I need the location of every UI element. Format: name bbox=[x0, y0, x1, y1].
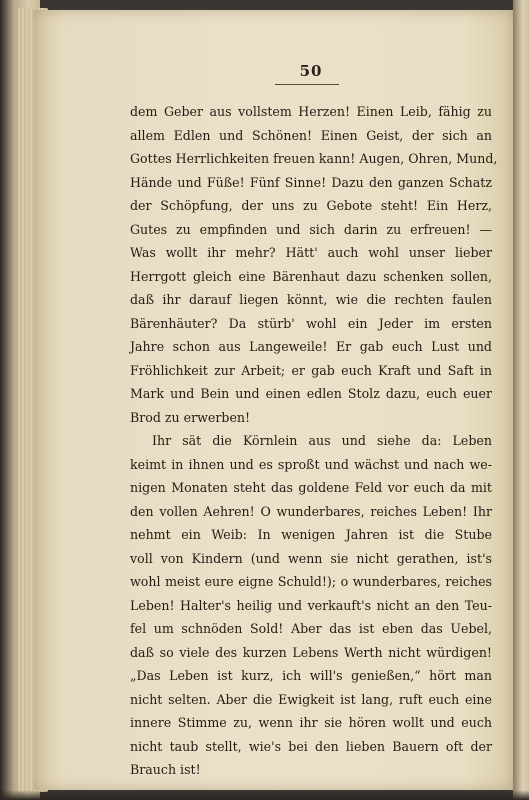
text-line: Jahre schon aus Langeweile! Er gab euch Lust und bbox=[130, 339, 492, 354]
bottom-shadow bbox=[0, 790, 529, 800]
text-line: voll von Kindern (und wenn sie nicht gerathen, ist's bbox=[130, 550, 492, 566]
text-line: Herrgott gleich eine Bärenhaut dazu schenken sollen, bbox=[130, 268, 492, 284]
text-line: Ihr sät die Körnlein aus und siehe da: Leben bbox=[152, 433, 492, 448]
text-line: fel um schnöden Sold! Aber das ist eben das Uebel, bbox=[130, 621, 492, 636]
text-line: Leben! Halter's heilig und verkauft's nicht an den Teu- bbox=[130, 597, 492, 613]
page-number-rule bbox=[275, 84, 339, 85]
text-line: daß so viele des kurzen Lebens Werth nicht würdigen! bbox=[130, 644, 492, 660]
text-line: innere Stimme zu, wenn ihr sie hören wollt und euch bbox=[130, 715, 492, 730]
book-right-edge bbox=[513, 0, 529, 800]
text-line: Was wollt ihr mehr? Hätt' auch wohl unser lieber bbox=[130, 245, 492, 260]
text-line: Gottes Herrlichkeiten freuen kann! Augen, Ohren, Mund, bbox=[130, 151, 498, 166]
page-number: 50 bbox=[299, 62, 323, 80]
text-line: Gutes zu empfinden und sich darin zu erfreuen! — bbox=[130, 221, 492, 237]
text-line: „Das Leben ist kurz, ich will's genießen,“ hört man bbox=[130, 668, 492, 683]
text-line: den vollen Aehren! O wunderbares, reiches Leben! Ihr bbox=[130, 503, 492, 519]
page-text-body bbox=[130, 100, 498, 782]
text-line: nehmt ein Weib: In wenigen Jahren ist die Stube bbox=[130, 527, 492, 542]
text-line: nicht taub stellt, wie's bei den lieben Bauern oft der bbox=[130, 738, 492, 754]
text-line: nicht selten. Aber die Ewigkeit ist lang, ruft euch eine bbox=[130, 691, 492, 707]
text-line: Fröhlichkeit zur Arbeit; er gab euch Kraft und Saft in bbox=[130, 362, 492, 378]
text-line: keimt in ihnen und es sproßt und wächst und nach we- bbox=[130, 456, 492, 472]
text-line: daß ihr darauf liegen könnt, wie die rechten faulen bbox=[130, 292, 492, 307]
text-line: allem Edlen und Schönen! Einen Geist, der sich an bbox=[130, 127, 492, 143]
text-line: der Schöpfung, der uns zu Gebote steht! Ein Herz, bbox=[130, 198, 492, 213]
text-line: Brod zu erwerben! bbox=[130, 409, 251, 425]
text-line: nigen Monaten steht das goldene Feld vor euch da mit bbox=[130, 480, 492, 495]
text-line: Mark und Bein und einen edlen Stolz dazu, euch euer bbox=[130, 386, 492, 401]
text-line: Hände und Füße! Fünf Sinne! Dazu den ganzen Schatz bbox=[130, 174, 492, 190]
text-line: wohl meist eure eigne Schuld!); o wunderbares, reiches bbox=[130, 574, 492, 589]
text-line: Bärenhäuter? Da stürb' wohl ein Jeder im ersten bbox=[130, 315, 492, 331]
text-line: Brauch ist! bbox=[130, 762, 201, 777]
text-line: dem Geber aus vollstem Herzen! Einen Leib, fähig zu bbox=[130, 104, 492, 119]
